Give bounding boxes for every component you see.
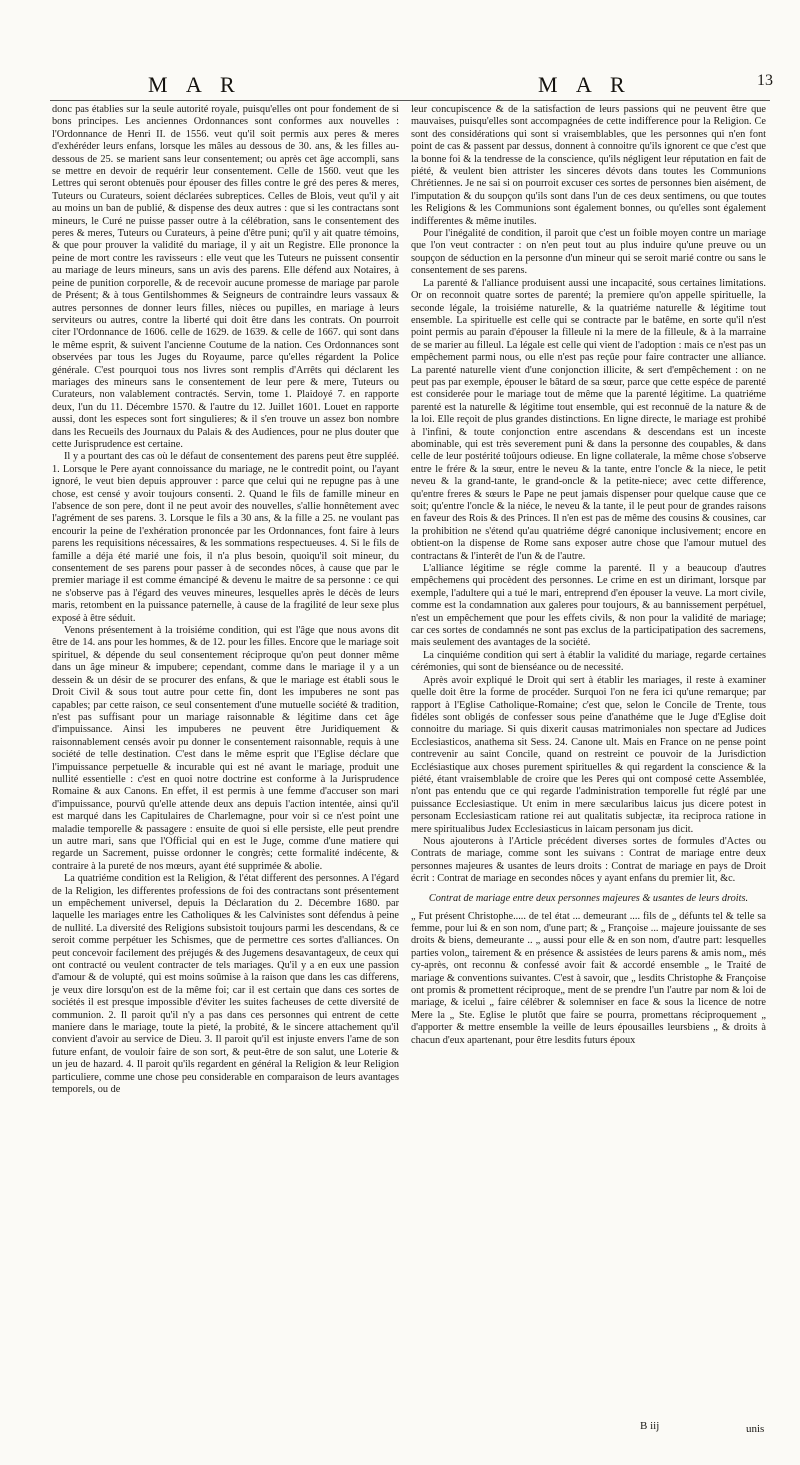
left-paragraph-1: donc pas établies sur la seule autorité royale, puisqu'elles ont pour fondement de si bons principes. Les anciennes Ordonnances sont conformes aux nouvelles : l'Ordonnance de Henri II. de 1556. veut qu'il soit permis aux peres & meres d'exhéréder leurs enfans, lorsque les mâles au dessous de 30. ans, & les filles au-dessous de 25. se marient sans leur consentement; ou après cet âge accompli, sans se mettre en devoir de requérir leur consentement. Celle de 1560. veut que les Lettres qui seront obtenuës pour épouser des filles contre le gré des peres & meres, Tuteurs ou Curateurs, soient déclarées subreptices. Celles de Blois, veut qu'il y ait au moins un ban de publié, & dispense des deux autres : que si les contractans sont mineurs, le Curé ne puisse passer outre à la célébration, sans le consentement des peres & meres, Tuteurs ou Curateurs, à peine d'être puni; qu'il y ait quatre témoins, & que pour prouver la validité du mariage, il y ait un Registre. Elle prononce la peine de mort contre les ravisseurs : elle veut que les Tuteurs ne puissent consentir au mariage de leurs mineurs, sans un avis des parens. Elle défend aux Notaires, à peine de punition corporelle, & de recevoir aucune promesse de mariage par parole de Présent; & à tous Gentilshommes & Seigneurs de contraindre leurs vassaux & autres personnes de donner leurs filles, nièces ou pupilles, en mariage à leurs serviteurs ou autres, contre la liberté qui doit être dans les contrats. On pourroit citer l'Ordonnance de 1606. celle de 1629. de 1639. & celle de 1667. qui sont dans le même esprit, & suivent l'ancienne Coutume de la nation. Ces Ordonnances sont observées par tous les Juges du Royaume, parce qu'elles régardent la Police générale. C'est pourquoi tous nos livres sont remplis d'Arrêts qui déclarent les mariages des mineurs sans le consentement de leur pere & mere, Tuteurs ou Curateurs, non valablement contractés. Servin, tome 1. Plaidoyé 7. en rapporte deux, l'un du 11. Décembre 1570. & l'autre du 12. Juillet 1601. Louet en rapporte aussi, dont les especes sont fort singulieres; & il s'en trouve un assez bon nombre dans les Recueils des Journaux du Palais & des Audiences, pour ne plus douter que cette Jurisprudence est certaine. bbox=[52, 104, 399, 450]
left-running-head: M A R bbox=[148, 72, 242, 97]
right-paragraph-4: L'alliance légitime se régle comme la parenté. Il y a beaucoup d'autres empêchemens qui procèdent des personnes. Le crime en est un dirimant, lorsque par exemple, l'adultere qui a tué le mari, entreprend d'en épouser la veuve. La mort civile, comme est la condamnation aux galeres pour toujours, & au bannissement perpétuel, n'est un empêchement que pour les effets civils, & non pour la validité de mariage; car ces sortes de condamnés ne sont pas exclus de la participatipation des sacremens, mais seulement des avantages de la société. bbox=[411, 563, 766, 649]
right-column bbox=[411, 104, 766, 1384]
section-title: Contrat de mariage entre deux personnes majeures & usantes de leurs droits. bbox=[428, 892, 749, 904]
contract-text: „ Fut présent Christophe..... de tel état ... demeurant .... fils de „ défunts tel & telle sa femme, pour lui & en son nom, d'une part; & „ Françoise ... majeure jouissante de ses droits & biens, demeurante .. „ aussi pour elle & en son nom, d'autre part: lesquelles parties volon„ tairement & en présence & assistées de leurs parens & amis nom„ més cy-après, ont reconnu & confessé avoir fait & accordé ensemble „ le Traité de mariage & conventions suivantes. C'est à savoir, que „ lesdits Christophe & Françoise ont promis & promettent réciproque„ ment de se prendre l'un l'autre par nom & loi de mariage, & icelui „ faire célébrer & solemniser en face & sous la licence de notre Mere la „ Ste. Eglise le plutôt que faire se pourra, promettans réciproquement „ d'apporter & mettre ensemble la veille de leurs épousailles leursbiens „ & droits à chacun d'eux apartenant, pour être lesdits futurs époux bbox=[411, 910, 766, 1046]
contract-text-block bbox=[411, 911, 766, 1047]
right-paragraph-5: La cinquiéme condition qui sert à établir la validité du mariage, regarde certaines cérémonies, qui sont de bienséance ou de necessité. bbox=[411, 649, 766, 674]
right-running-head: M A R bbox=[538, 72, 632, 97]
page-footer bbox=[0, 1420, 800, 1450]
right-paragraph-1: leur concupiscence & de la satisfaction de leurs passions qui ne peuvent être que mauvaises, puisqu'elles sont accompagnées de cette indifference pour la Religion. Ce sont des considérations qui sont si vraisemblables, que les personnes qui n'en font point de cas & passent par dessus, donnent à connoitre qu'ils ignorent ce que c'est que la bonne foi & la tendresse de la conscience, qu'ils négligent leur réputation en fait de piété, & veulent bien attrister les sinceres dévots dans toutes les Communions Chrétiennes. Je ne sai si on pourroit excuser ces sortes de personnes bien aisément, de l'imputation & du soupçon qu'ils sont dans l'un de ces deux sentimens, ou que toutes les Religions & les Communions sont également bonnes, ou qu'elles sont également indifferentes & même inutiles. bbox=[411, 104, 766, 227]
page-header bbox=[0, 70, 800, 100]
left-paragraph-2: Il y a pourtant des cas où le défaut de consentement des parens peut être suppléé. 1. Lorsque le Pere ayant connoissance du mariage, ne le contredit point, ou l'ayant ignoré, le veut bien depuis approuver : parce que celui qui ne repugne pas à une chose, est censé y avoir toujours consenti. 2. Quand le fils de famille mineur en l'absence de son pere, dont il ne peut avoir des nouvelles, s'allie honnêtement avec l'agrément de ses parens. 3. Lorsque le fils a 30 ans, & la fille a 25. ne voulant pas encourir la peine de l'exhération prononcée par les Ordonnances, font faire à leurs parens les requisitions nécessaires, & les sommations respectueuses. 4. Si le fils de famille a déja été marié une fois, il n'a plus besoin, quoiqu'il soit mineur, du consentement de ses parens pour passer à de secondes nôces, à cause que par le premier mariage il est comme émancipé & devenu le maitre de sa personne : ce qui ne s'observe pas à l'égard des veuves mineures, lesquelles après le décès de leurs maris, retombent en la puissance paternelle, à cause de la fragilité de leur sexe plus exposé à être séduit. bbox=[52, 451, 399, 624]
header-rule bbox=[50, 100, 770, 101]
page-number: 13 bbox=[757, 72, 773, 89]
right-paragraph-2: Pour l'inégalité de condition, il paroit que c'est un foible moyen contre un mariage que l'on veut contracter : on n'en peut tout au plus induire qu'une preuve ou un soupçon de séduction en la personne d'un mineur qui se seroit marié contre ou sans le consentement de ses parens. bbox=[411, 228, 766, 277]
right-paragraph-6: Après avoir expliqué le Droit qui sert à établir les mariages, il reste à examiner quelle doit être la forme de procéder. Surquoi l'on ne fera ici qu'une remarque; par rapport à l'Eglise Catholique-Romaine; c'est que, selon le Concile de Trente, tous fidéles sont obligés de confesser sous peine d'anathéme que le Juge d'Eglise doit connoitre du mariage. Si quis dixerit causas matrimoniales non spectare ad Judices Ecclesiasticos, anathema sit Sess. 24. Canone ult. Mais en France on ne pense point contrevenir au saint Concile, quand on restreint ce pouvoir de la Jurisdiction Ecclésiastique aux choses purement spirituelles & qui regardent la conscience & la piété, étant vraisemblable de croire que les Peres qui ont composé cette Assemblée, n'ont pas entendu que ce qui regarde l'administration temporelle fut réglé par une puissance Ecclesiastique. Ut enim in mere sæcularibus laicus jus dicere potest in personam Ecclesiasticam ratione rei aut qualitatis subjectæ, ita reciproca ratione in mere spiritualibus Judex Ecclesiasticus in laicam personam jus dicit. bbox=[411, 674, 766, 835]
signature-mark: B iij bbox=[640, 1420, 660, 1432]
left-column bbox=[52, 104, 399, 1439]
left-paragraph-4: La quatriéme condition est la Religion, & l'état different des personnes. A l'égard de la Religion, les differentes professions de foi des contractans sont présentement un empêchement universel, depuis la Déclaration du 2. Décembre 1680. par laquelle les mariages entre les Catholiques & les Calvinistes sont défendus à peine de nullité. La diversité des Religions subsistoit toujours parmi les descendans, & ce seroit comme perpétuer les Schismes, que de permettre ces sortes d'alliances. On peut concevoir facilement des préjugés & des Jugemens desavantageux, de ceux qui ont contracté ou veulent contracter de tels mariages. Qu'il y a en eux une passion d'amour & de volupté, qui est moins soûmise à la raison que dans les cas differens, je veux dire lorsqu'on est de la même foi; car il est certain que dans ces sortes de sociétés il est presque impossible d'éviter les suites facheuses de cette diversité de communion. 2. Il paroit qu'il n'y a pas dans ces personnes qui entrent de cette maniere dans le mariage, toute la pieté, la probité, & le sincere attachement qu'il convient d'avoir au service de Dieu. 3. Il paroit qu'il est injuste envers l'ame de son future enfant, de vouloir faire de son sort, & peut-être de son salut, une Loterie & un jeu de hazard. 4. Il paroit qu'ils regardent en général la Religion & leur Religion particuliere, comme une chose peu considerable en comparaison de leurs avantages temporels, ou de bbox=[52, 873, 399, 1096]
left-paragraph-3: Venons présentement à la troisiéme condition, qui est l'âge que nous avons dit être de 14. ans pour les hommes, & de 12. pour les filles. Encore que le mariage soit spirituel, & dépende du seul consentement réciproque qu'on peut donner même dans un âge mineur & impubere; cependant, comme dans le mariage il y a un dessein & un désir de se procurer des enfans, & que le mariage est établi sous le Droit Civil & sous tout autre pour cette fin, dont les impuberes ne sont pas capables; par cette raison, ce seul consentement d'une mutuelle société & tradition, n'est pas suffisant pour un mariage raisonnable & légitime dans cet âge d'impuissance. Ainsi les impuberes ne peuvent être Juridiquement & raisonnablement censés avoir pu donner le consentement raisonnable, requis à une société de telle destination. C'est dans le même esprit que l'Eglise déclare que l'impuissance perpetuelle & incurable qui est né avant le mariage, produit une nullité essentielle : c'est en quoi notre doctrine est conforme à la Jurisprudence Romaine & aux Canons. En effet, il est permis à une femme d'accuser son mari d'impuissance, pourvû qu'elle attende deux ans depuis l'action intentée, ainsi qu'il est marqué dans les Capitulaires de Charlemagne, pour voir si ce n'est point une maladie temporelle & passagere : ensuite de quoi si elle persiste, elle peut prendre un autre mari, sans que l'Official qui en est le Juge, comme d'une matiere qui regarde un Sacrement, puisse ordonner le congrès; cette formalité indécente, & contraire à la pureté de nos mœurs, ayant été supprimée & abolie. bbox=[52, 625, 399, 872]
right-paragraph-3: La parenté & l'alliance produisent aussi une incapacité, sous certaines limitations. Or on reconnoit quatre sortes de parenté; la premiere qu'on appelle spirituelle, la seconde légale, la troisiéme naturelle, & la quatriéme naturelle & légitime tout ensemble. La spirituelle est celle qui se contracte par le batême, en sorte qu'il n'est point permis au parain d'épouser la filleule ni la mere de la filleule, & à la marraine de se marier au filleul. La légale est celle qui vient de l'adoption : mais ce n'est pas un empêchement parmi nous, ou elle n'est pas reçûe pour faire contracter une alliance. La parenté naturelle vient d'une conjonction illicite, & sert d'empêchement : on ne peut pas par exemple, épouser le bâtard de sa sœur, parce que cette espéce de parenté est considerée pour le mariage tout de même que la parenté légitime. La quatriéme parenté est la naturelle & légitime tout ensemble, qui est reconnuë de la nature & de la loi. Elle reçoit de plus grandes distinctions. En ligne directe, le mariage est prohibé à l'infini, & toute conjonction entre ascendans & descendans est un inceste abominable, qui est très severement puni & dans la personne des coupables, & dans celle de leur postérité toûjours odieuse. En ligne collaterale, la même chose s'observe entre le frére & la sœur, entre le neveu & la tante, entre l'oncle & la niece, le petit neveu & la grand-tante, le grand-oncle & la petite-niece; avec cette difference, qu'entre freres & sœurs le Pape ne peut jamais dispenser pour quelque cause que ce soit; qu'entre l'oncle & la niéce, le neveu & la tante, il le peut pour de grandes raisons en faveur des Rois & des Princes. Il n'en est pas de même des cousins & cousines, car la prohibition ne s'étend qu'au quatriéme dégré canonique inclusivement; encore en obtient-on la dispense de Rome sans exposer autre chose que l'amour mutuel des contractans & l'interêt de l'un & de l'autre. bbox=[411, 277, 766, 562]
catchword: unis bbox=[746, 1423, 765, 1435]
right-paragraph-7: Nous ajouterons à l'Article précédent diverses sortes de formules d'Actes ou Contrats de mariage, comme sont les suivans : Contrat de mariage entre deux personnes majeures & usantes de leurs droits : Contrat de mariage en pays de Droit écrit : Contrat de mariage en secondes nôces y ayant enfans du premier lit, &c. bbox=[411, 835, 766, 885]
